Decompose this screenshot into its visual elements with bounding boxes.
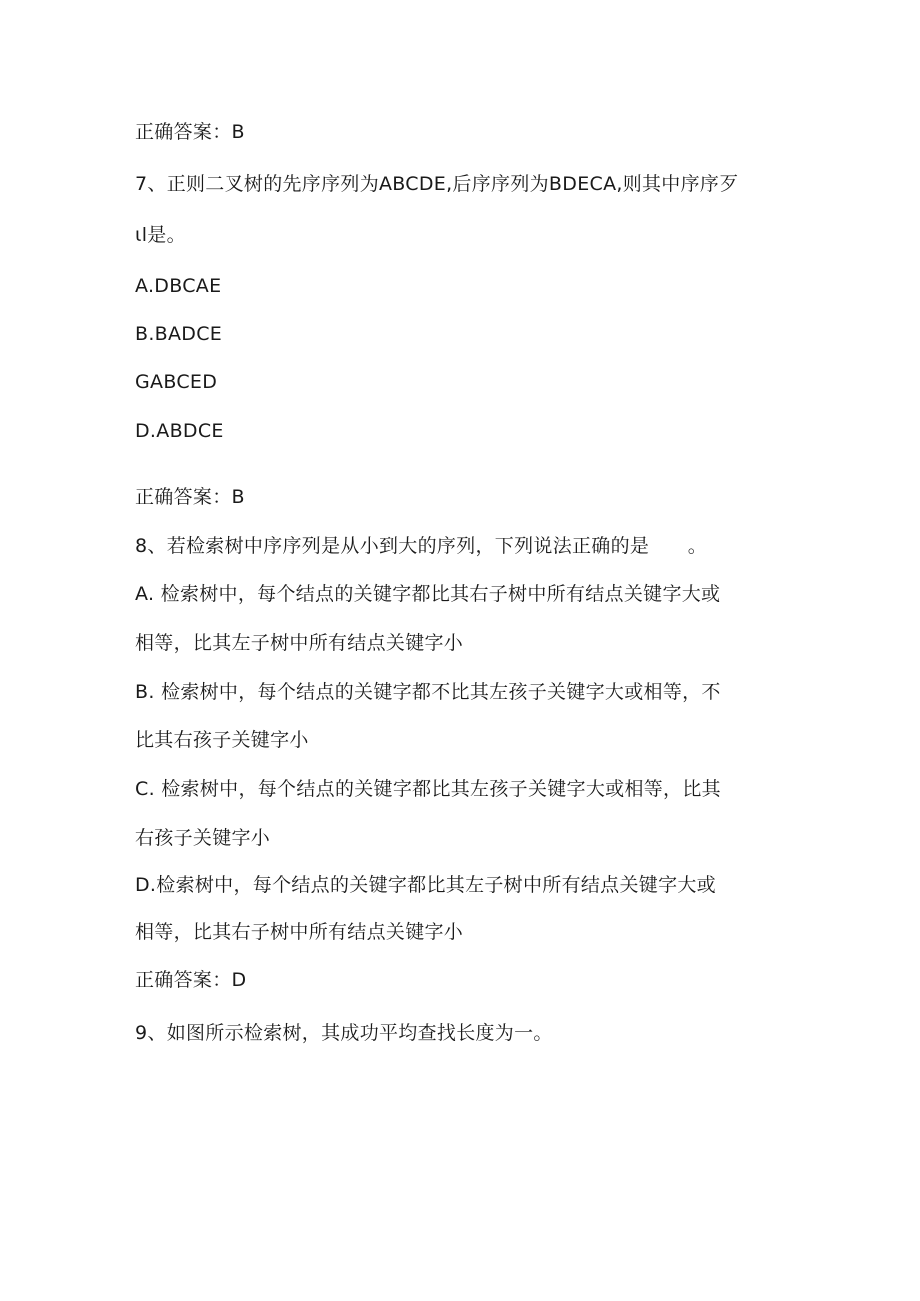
answer-7: 正确答案：B (135, 486, 245, 508)
question-8-option-c-line-2: 右孩子关键字小 (135, 827, 271, 849)
answer-6: 正确答案：B (135, 121, 245, 143)
question-7-line-2: ιl是。 (135, 224, 186, 246)
answer-8: 正确答案：D (135, 969, 247, 991)
question-7-option-b: B.BADCE (135, 323, 223, 345)
question-8-option-b-line-1: B. 检索树中，每个结点的关键字都不比其左孩子关键字大或相等，不 (135, 681, 721, 703)
question-9: 9、如图所示检索树，其成功平均查找长度为一。 (135, 1022, 553, 1044)
question-8-option-a-line-1: A. 检索树中，每个结点的关键字都比其右子树中所有结点关键字大或 (135, 583, 721, 605)
question-8-option-c-line-1: C. 检索树中，每个结点的关键字都比其左孩子关键字大或相等，比其 (135, 778, 721, 800)
question-7-option-d: D.ABDCE (135, 420, 224, 442)
question-8-option-d-line-1: D.检索树中，每个结点的关键字都比其左子树中所有结点关键字大或 (135, 874, 716, 896)
question-7-option-a: A.DBCAE (135, 275, 222, 297)
question-8: 8、若检索树中序序列是从小到大的序列，下列说法正确的是 。 (135, 535, 708, 557)
question-8-option-d-line-2: 相等，比其右子树中所有结点关键字小 (135, 921, 464, 943)
question-7-line-1: 7、正则二叉树的先序序列为ABCDE,后序序列为BDECA,则其中序序歹 (135, 173, 739, 195)
question-7-option-c: GABCED (135, 371, 218, 393)
question-8-option-b-line-2: 比其右孩子关键字小 (135, 729, 309, 751)
question-8-option-a-line-2: 相等，比其左子树中所有结点关键字小 (135, 632, 464, 654)
